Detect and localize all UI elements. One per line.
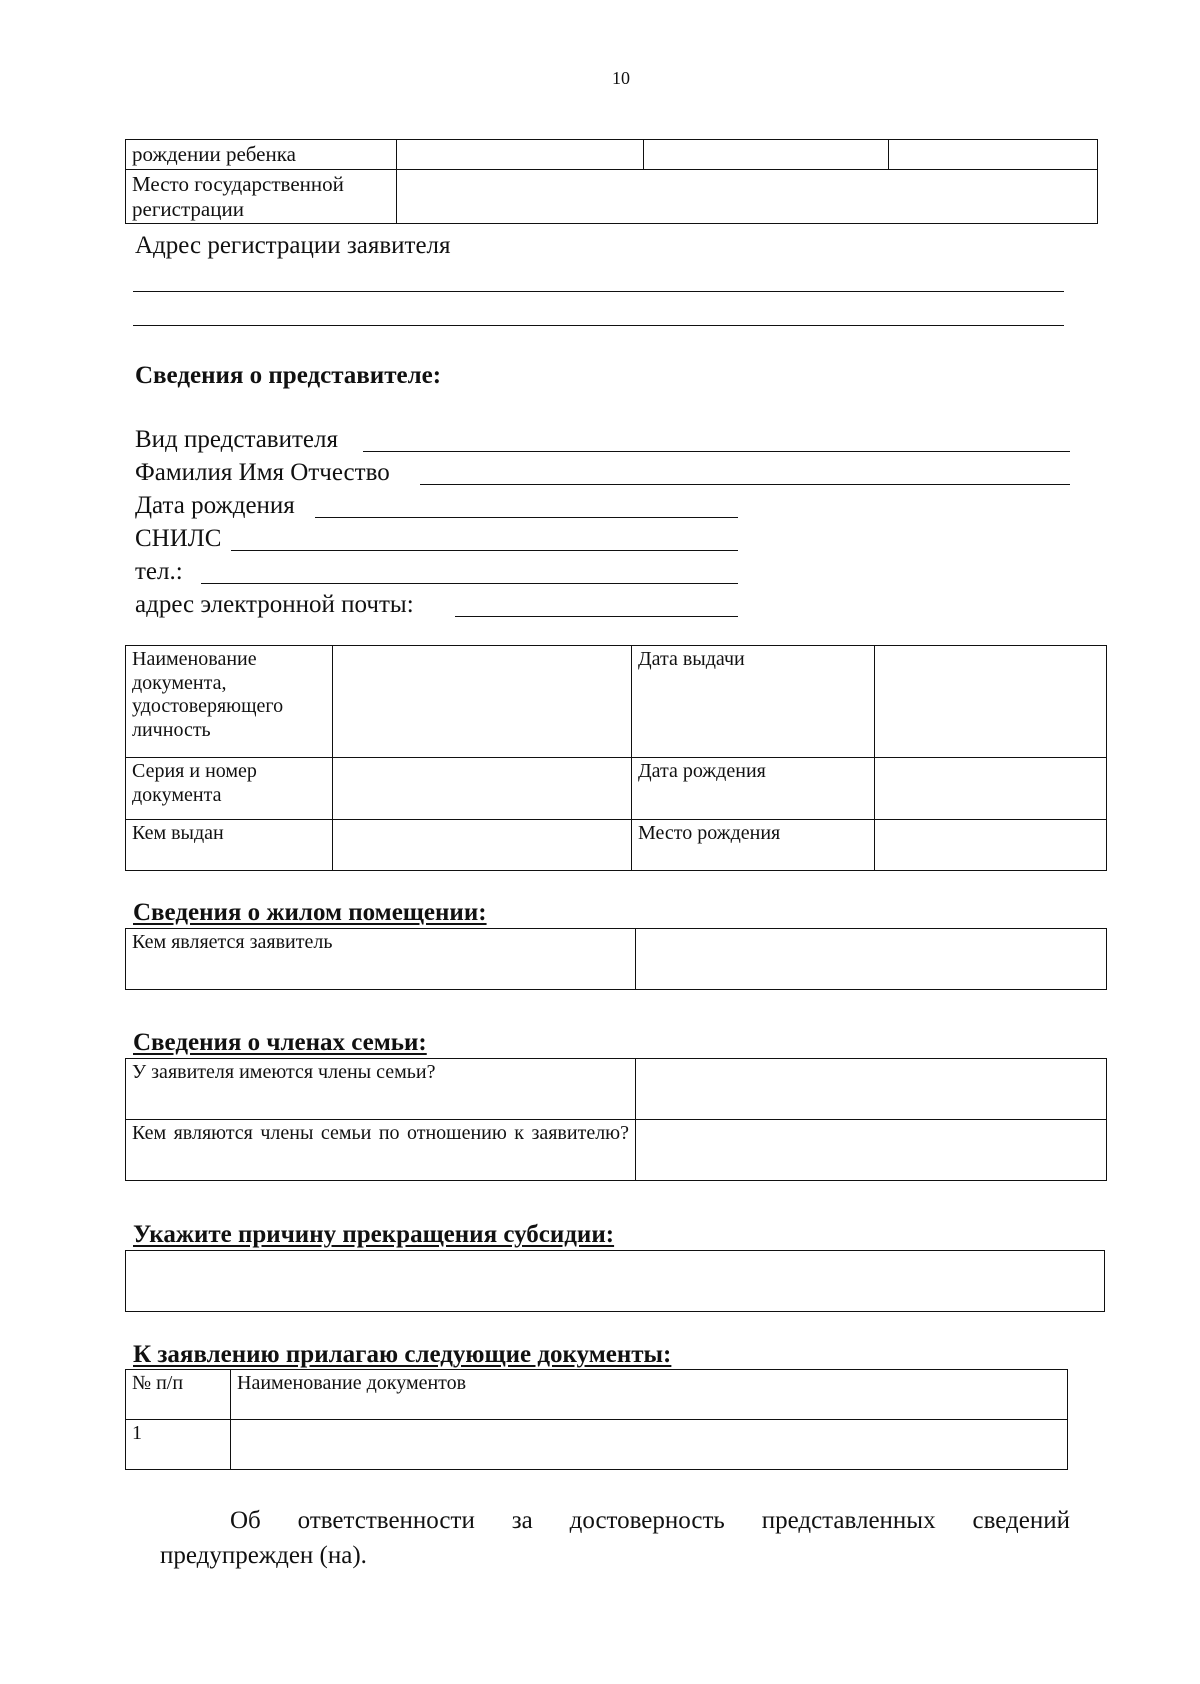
issued-by-label: Кем выдан [126, 820, 333, 871]
table-row [126, 1420, 1068, 1470]
representative-title: Сведения о представителе: [135, 362, 442, 389]
value-cell[interactable] [875, 758, 1107, 820]
rep-phone-line[interactable] [201, 583, 738, 584]
rep-type-line[interactable] [363, 451, 1070, 452]
table-row [126, 1059, 1107, 1120]
attachments-title: К заявлению прилагаю следующие документы: [133, 1341, 672, 1368]
responsibility-note [160, 1503, 1070, 1573]
rep-phone-label: тел.: [135, 558, 183, 585]
rep-snils-line[interactable] [231, 550, 738, 551]
birth-place-label: Место рождения [632, 820, 875, 871]
rep-fio-field[interactable] [135, 458, 1070, 488]
issue-date-label: Дата выдачи [632, 646, 875, 758]
row-num: 1 [126, 1420, 231, 1470]
termination-title: Укажите причину прекращения субсидии: [133, 1221, 615, 1248]
family-table [125, 1058, 1107, 1181]
relation-label-text: Кем являются члены семьи по отношению к заявителю? [132, 1122, 629, 1144]
value-cell[interactable] [636, 1059, 1107, 1120]
note-line-2: предупрежден (на). [160, 1542, 367, 1569]
rep-fio-label: Фамилия Имя Отчество [135, 459, 390, 486]
value-cell[interactable] [231, 1420, 1068, 1470]
termination-reason-box[interactable] [125, 1250, 1105, 1312]
table-row [126, 758, 1107, 820]
rep-email-line[interactable] [455, 616, 738, 617]
table-row [126, 820, 1107, 871]
id-document-table [125, 645, 1107, 871]
rep-email-field[interactable] [135, 590, 738, 620]
rep-phone-field[interactable] [135, 557, 738, 587]
row-label: Место государственной регистрации [126, 169, 397, 224]
table-row [126, 646, 1107, 758]
has-members-label: У заявителя имеются члены семьи? [126, 1059, 636, 1120]
value-cell[interactable] [333, 820, 632, 871]
rep-type-label: Вид представителя [135, 426, 338, 453]
value-cell[interactable] [397, 169, 1098, 224]
attachments-table [125, 1369, 1068, 1470]
registration-line-2[interactable] [133, 325, 1064, 326]
table-row [126, 140, 1098, 170]
applicant-role-label: Кем является заявитель [126, 929, 636, 990]
birth-date-label: Дата рождения [632, 758, 875, 820]
family-title: Сведения о членах семьи: [133, 1029, 427, 1056]
rep-snils-label: СНИЛС [135, 525, 222, 552]
col-name-header: Наименование документов [231, 1370, 1068, 1420]
value-cell[interactable] [889, 140, 1098, 170]
doc-series-label: Серия и номер документа [126, 758, 333, 820]
value-cell[interactable] [333, 646, 632, 758]
registration-address-label: Адрес регистрации заявителя [135, 232, 451, 259]
rep-email-label: адрес электронной почты: [135, 591, 414, 618]
note-line-1: Об ответственности за достоверность представленных сведений [230, 1507, 1070, 1534]
rep-birth-date-line[interactable] [315, 517, 738, 518]
table-row [126, 929, 1107, 990]
rep-fio-line[interactable] [420, 484, 1070, 485]
value-cell[interactable] [333, 758, 632, 820]
applicant-info-table [125, 139, 1098, 224]
col-num-header: № п/п [126, 1370, 231, 1420]
row-label: рождении ребенка [126, 140, 397, 170]
value-cell[interactable] [636, 1120, 1107, 1181]
page-number: 10 [612, 68, 630, 88]
housing-title: Сведения о жилом помещении: [133, 899, 487, 926]
value-cell[interactable] [397, 140, 644, 170]
relation-label [126, 1120, 636, 1181]
value-cell[interactable] [875, 820, 1107, 871]
table-row [126, 1120, 1107, 1181]
registration-line-1[interactable] [133, 291, 1064, 292]
table-row [126, 169, 1098, 224]
rep-snils-field[interactable] [135, 524, 738, 554]
value-cell[interactable] [644, 140, 889, 170]
value-cell[interactable] [636, 929, 1107, 990]
housing-table [125, 928, 1107, 990]
table-row [126, 1370, 1068, 1420]
rep-birth-date-field[interactable] [135, 491, 738, 521]
value-cell[interactable] [875, 646, 1107, 758]
rep-birth-date-label: Дата рождения [135, 492, 295, 519]
doc-name-label: Наименование документа, удостоверяющего личность [126, 646, 333, 758]
rep-type-field[interactable] [135, 425, 1070, 455]
